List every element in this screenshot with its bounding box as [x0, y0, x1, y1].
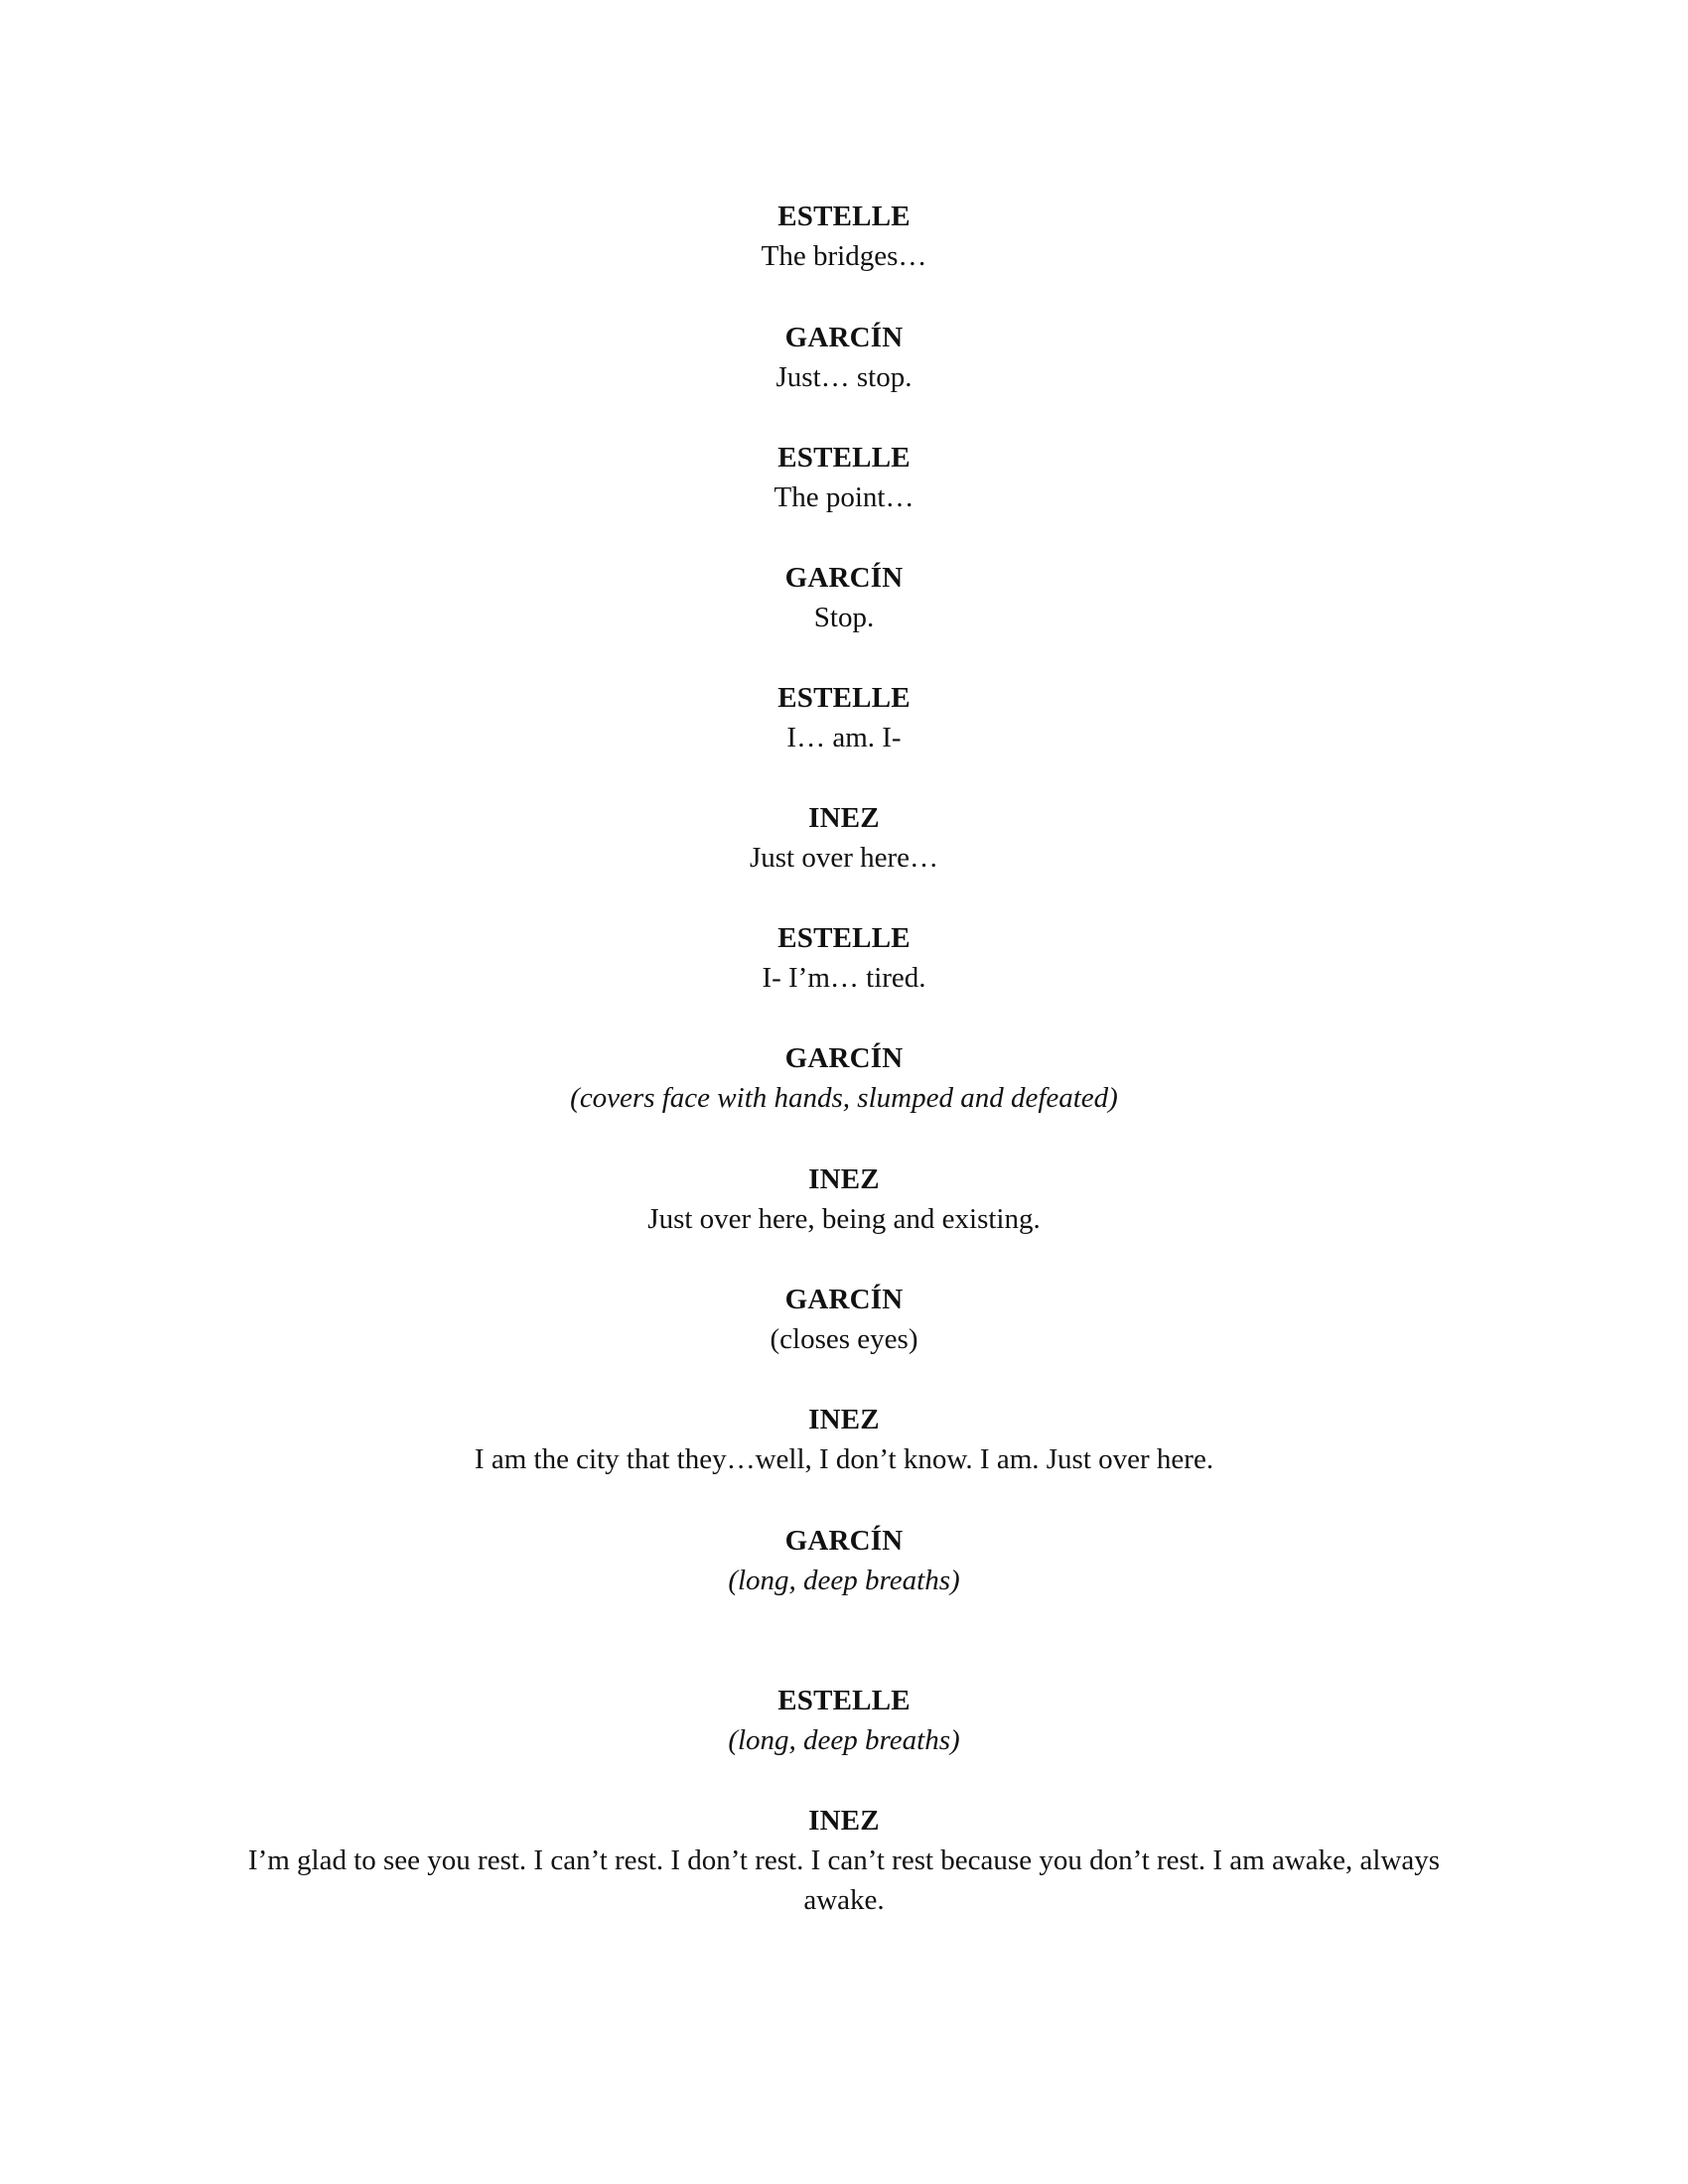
speaker-name: ESTELLE	[777, 201, 911, 232]
dialogue-cue	[199, 318, 1489, 397]
speaker-name: GARCÍN	[784, 322, 904, 353]
dialogue-line: Just over here…	[749, 842, 939, 874]
dialogue-line: I am the city that they…well, I don’t know. I am. Just over here.	[474, 1443, 1214, 1475]
speaker-name: INEZ	[808, 1163, 880, 1195]
speaker-name: INEZ	[808, 802, 880, 834]
stage-direction: (closes eyes)	[770, 1323, 918, 1355]
dialogue-cue	[199, 1038, 1489, 1118]
stage-direction: (long, deep breaths)	[728, 1565, 960, 1596]
dialogue-line: Just over here, being and existing.	[647, 1203, 1041, 1235]
stage-direction: (covers face with hands, slumped and defeated)	[570, 1082, 1118, 1114]
stage-direction: (long, deep breaths)	[728, 1724, 960, 1756]
speaker-name: ESTELLE	[777, 682, 911, 714]
speaker-name: GARCÍN	[784, 1284, 904, 1315]
dialogue-line: I… am. I-	[786, 722, 902, 753]
speaker-name: GARCÍN	[784, 1525, 904, 1557]
dialogue-cue	[199, 1280, 1489, 1359]
speaker-name: INEZ	[808, 1404, 880, 1435]
dialogue-line: The point…	[774, 481, 914, 513]
dialogue-line: I- I’m… tired.	[762, 962, 926, 994]
dialogue-cue	[199, 1400, 1489, 1479]
dialogue-cue	[199, 438, 1489, 517]
dialogue-line-continued: awake.	[803, 1884, 885, 1916]
dialogue-cue	[199, 197, 1489, 276]
speaker-name: INEZ	[808, 1805, 880, 1837]
dialogue-line: Just… stop.	[775, 361, 913, 393]
dialogue-cue	[179, 1801, 1509, 1920]
dialogue-cue	[199, 798, 1489, 878]
dialogue-line: I’m glad to see you rest. I can’t rest. I don’t rest. I can’t rest because you don’t rest. I am awake, always	[247, 1844, 1441, 1876]
dialogue-cue	[199, 1521, 1489, 1600]
dialogue-line: Stop.	[813, 602, 875, 633]
dialogue-line: The bridges…	[761, 240, 927, 272]
speaker-name: ESTELLE	[777, 922, 911, 954]
dialogue-cue	[199, 1160, 1489, 1239]
speaker-name: ESTELLE	[777, 1685, 911, 1716]
speaker-name: GARCÍN	[784, 562, 904, 594]
dialogue-cue	[199, 918, 1489, 998]
speaker-name: ESTELLE	[777, 442, 911, 474]
speaker-name: GARCÍN	[784, 1042, 904, 1074]
dialogue-cue	[199, 678, 1489, 757]
dialogue-cue	[199, 558, 1489, 637]
dialogue-cue	[199, 1681, 1489, 1760]
